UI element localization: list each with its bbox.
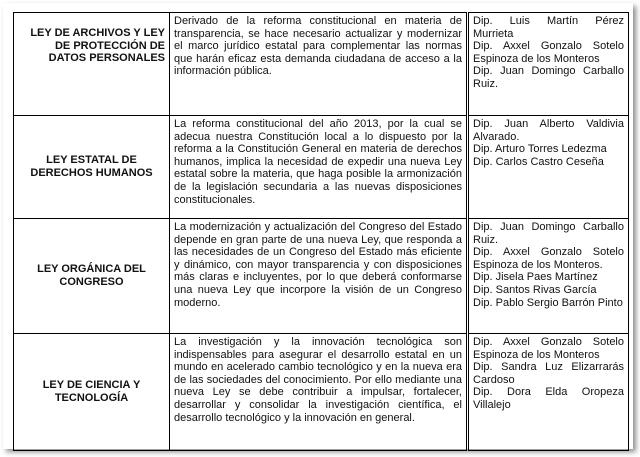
- sponsors-cell: [468, 116, 629, 219]
- sponsor-name: Dip. Juan Domingo Carballo Ruiz.: [473, 221, 624, 246]
- sponsors-cell: [468, 13, 629, 116]
- table-row: [14, 219, 629, 334]
- sponsor-name: Dip. Jisela Paes Martínez: [473, 271, 598, 284]
- law-name-cell: LEY ESTATAL DE DERECHOS HUMANOS: [14, 116, 170, 219]
- sponsor-name: Dip. Pablo Sergio Barrón Pinto: [473, 296, 623, 309]
- laws-table: [13, 12, 629, 451]
- law-description-cell: Derivado de la reforma constitucional en materia de transparencia, se hace necesario actualizar y modernizar el marco jurídico estatal para complementar las normas que harán eficaz esta demanda ciudadana de acceso a la información pública.: [170, 13, 468, 116]
- table-row: [14, 116, 629, 219]
- sponsor-name: Dip. Luis Martín Pérez Murrieta: [473, 15, 624, 40]
- sponsors-cell: [468, 219, 629, 334]
- law-description-cell: La reforma constitucional del año 2013, por la cual se adecua nuestra Constitución local a lo dispuesto por la reforma a la Constitución General en materia de derechos humanos, implica la necesidad de expedir una nueva Ley estatal sobre la materia, que haga posible la armonización de la legislación secundaria a las nuevas disposiciones constitucionales.: [170, 116, 468, 219]
- table-row: [14, 334, 629, 451]
- sponsor-name: Dip. Dora Elda Oropeza Villalejo: [473, 386, 624, 411]
- sponsor-name: Dip. Sandra Luz Elizarrarás Cardoso: [473, 361, 624, 386]
- sponsor-name: Dip. Carlos Castro Ceseña: [473, 155, 604, 168]
- law-name-cell: LEY ORGÁNICA DEL CONGRESO: [14, 219, 170, 334]
- sponsor-name: Dip. Juan Domingo Carballo Ruiz.: [473, 65, 624, 90]
- sponsor-name: Dip. Axxel Gonzalo Sotelo Espinoza de los Monteros.: [473, 246, 624, 271]
- document-page: [3, 3, 633, 449]
- sponsors-cell: [468, 334, 629, 451]
- sponsor-name: Dip. Santos Rivas García: [473, 283, 597, 296]
- sponsor-name: Dip. Arturo Torres Ledezma: [473, 143, 607, 156]
- law-name-cell: LEY DE ARCHIVOS Y LEY DE PROTECCIÓN DE DATOS PERSONALES: [14, 13, 170, 116]
- sponsor-name: Dip. Juan Alberto Valdivia Alvarado.: [473, 118, 624, 143]
- law-description-cell: La investigación y la innovación tecnológica son indispensables para asegurar el desarrollo estatal en un mundo en acelerado cambio tecnológico y en la nueva era de las sociedades del conocimiento. Por ello mediante una nueva Ley se debe contribuir a impulsar, fortalecer, desarrollar y consolidar la investigación científica, el desarrollo tecnológico y la innovación en general.: [170, 334, 468, 451]
- sponsor-name: Dip. Axxel Gonzalo Sotelo Espinoza de los Monteros: [473, 336, 624, 361]
- sponsor-name: Dip. Axxel Gonzalo Sotelo Espinoza de los Monteros: [473, 40, 624, 65]
- law-name-cell: LEY DE CIENCIA Y TECNOLOGÍA: [14, 334, 170, 451]
- law-description-cell: La modernización y actualización del Congreso del Estado depende en gran parte de una nueva Ley, que responda a las necesidades de un Congreso del Estado más eficiente y dinámico, con mayor transparencia y con disposiciones más claras e incluyentes, por lo que deberá conformarse una nueva Ley que incorpore la visión de un Congreso moderno.: [170, 219, 468, 334]
- table-row: [14, 13, 629, 116]
